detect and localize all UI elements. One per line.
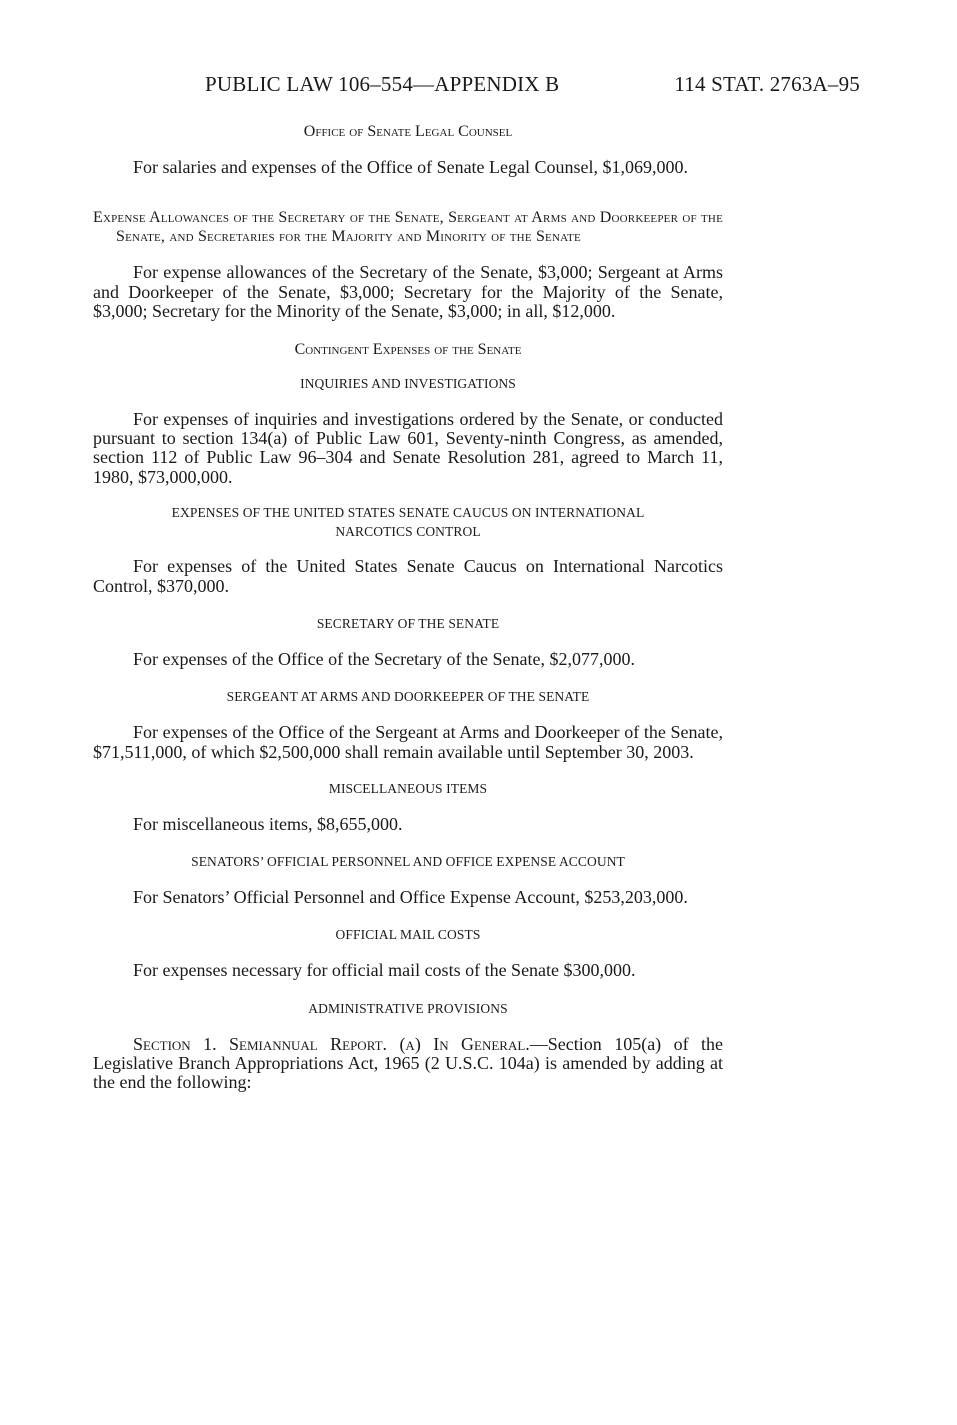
subheading-miscellaneous: MISCELLANEOUS ITEMS	[328, 781, 488, 797]
section-heading-legal-counsel: Office of Senate Legal Counsel	[303, 123, 513, 140]
paragraph-section-1	[93, 1035, 723, 1093]
paragraph-senators-account: For Senators’ Official Personnel and Office Expense Account, $253,203,000.	[133, 886, 688, 907]
subheading-inquiries: INQUIRIES AND INVESTIGATIONS	[300, 375, 516, 391]
section-1-text: —Section 105(a) of the Legislative Branch Appropriations Act, 1965 (2 U.S.C. 104a) is amended by adding at the end the following:	[93, 1033, 723, 1093]
subheading-senators-account: SENATORS’ OFFICIAL PERSONNEL AND OFFICE EXPENSE ACCOUNT	[191, 853, 625, 869]
paragraph-sergeant-at-arms: For expenses of the Office of the Sergeant at Arms and Doorkeeper of the Senate, $71,511,000, of which $2,500,000 shall remain available until September 30, 2003.	[93, 722, 723, 762]
subheading-sergeant-at-arms: SERGEANT AT ARMS AND DOORKEEPER OF THE SENATE	[226, 689, 590, 705]
section-1-lead: Section 1. Semiannual Report. (a) In General.	[133, 1033, 530, 1054]
paragraph-expense-allowances: For expense allowances of the Secretary of the Senate, $3,000; Sergeant at Arms and Doorkeeper of the Senate, $3,000; Secretary for the Majority of the Senate, $3,000; Secretary for the Minority of the Senate, $3,000; in all, $12,000.	[93, 262, 723, 322]
section-heading-contingent-expenses: Contingent Expenses of the Senate	[294, 340, 522, 358]
header-citation: 114 STAT. 2763A–95	[674, 72, 860, 96]
paragraph-secretary: For expenses of the Office of the Secretary of the Senate, $2,077,000.	[133, 649, 636, 670]
page-body	[93, 122, 723, 1093]
subheading-narcotics-caucus: EXPENSES OF THE UNITED STATES SENATE CAUCUS ON INTERNATIONAL NARCOTICS CONTROL	[171, 505, 645, 540]
subheading-official-mail: OFFICIAL MAIL COSTS	[335, 927, 481, 943]
subheading-administrative-provisions: ADMINISTRATIVE PROVISIONS	[308, 1000, 508, 1016]
subheading-secretary: SECRETARY OF THE SENATE	[316, 616, 500, 632]
header-title: PUBLIC LAW 106–554—APPENDIX B	[205, 72, 560, 96]
paragraph-miscellaneous: For miscellaneous items, $8,655,000.	[133, 814, 403, 835]
paragraph-narcotics-caucus: For expenses of the United States Senate Caucus on International Narcotics Control, $370,000.	[93, 556, 723, 596]
paragraph-official-mail: For expenses necessary for official mail costs of the Senate $300,000.	[133, 960, 636, 981]
paragraph-legal-counsel: For salaries and expenses of the Office of Senate Legal Counsel, $1,069,000.	[133, 157, 689, 177]
page-header	[205, 72, 860, 102]
section-heading-expense-allowances: Expense Allowances of the Secretary of the Senate, Sergeant at Arms and Doorkeeper of the Senate, and Secretaries for the Majority and Minority of the Senate	[93, 209, 723, 246]
paragraph-inquiries: For expenses of inquiries and investigations ordered by the Senate, or conducted pursuant to section 134(a) of Public Law 601, Seventy-ninth Congress, as amended, section 112 of Public Law 96–304 and Senate Resolution 281, agreed to March 11, 1980, $73,000,000.	[93, 408, 723, 487]
